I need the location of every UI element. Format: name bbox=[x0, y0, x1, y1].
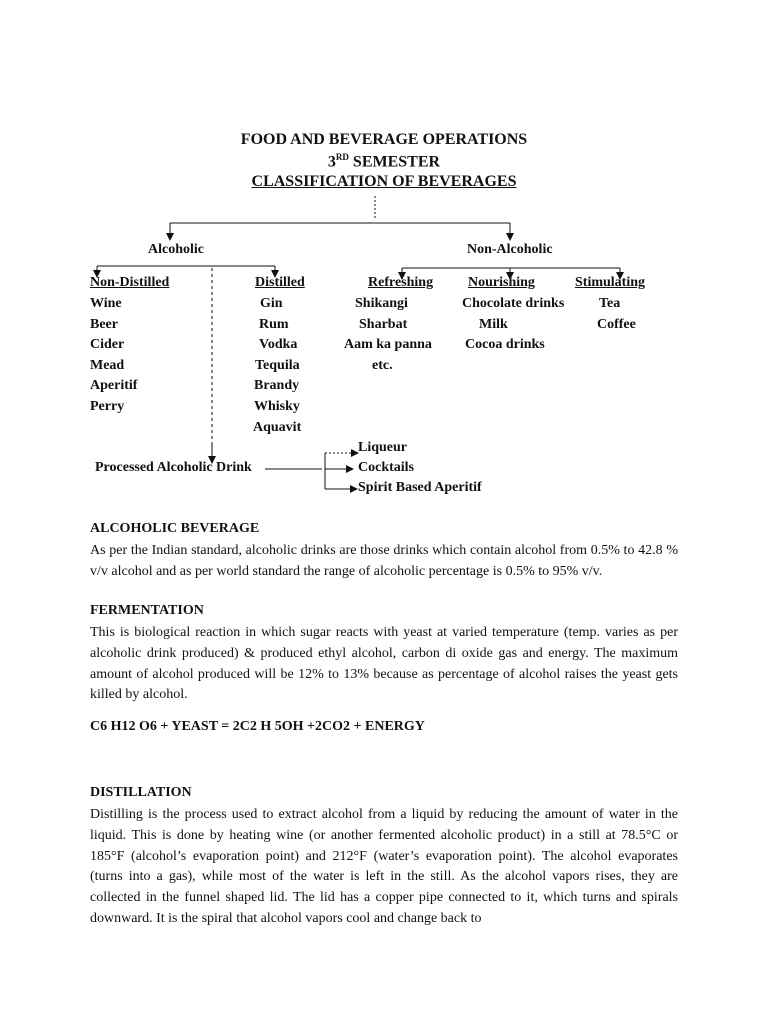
fermentation-text: This is biological reaction in which sugar reacts with yeast at varied temperature (temp. varies as per alcoholic drink produced) & produced ethyl alcohol, carbon di oxide gas and energy. The maximum amount of alcohol produced will be 12% to 13% because as percentage of alcohol raises the yeast gets killed by alcohol. bbox=[90, 625, 678, 703]
processed-label: Processed Alcoholic Drink bbox=[95, 460, 252, 475]
distilled-heading: Distilled bbox=[255, 275, 305, 290]
list-item: Vodka bbox=[259, 337, 298, 353]
list-item: Cider bbox=[90, 337, 125, 353]
distilled-list bbox=[253, 294, 301, 438]
list-item: Tea bbox=[599, 296, 621, 311]
liqueur-label: Liqueur bbox=[358, 440, 408, 455]
list-item: Aam ka panna bbox=[344, 337, 432, 353]
list-item: Wine bbox=[90, 296, 122, 311]
fermentation-heading: FERMENTATION bbox=[90, 603, 204, 618]
alcoholic-beverage-text: As per the Indian standard, alcoholic drinks are those drinks which contain alcohol from 0.5% to 42.8 % v/v alcohol and as per world standard the range of alcoholic percentage is 0.5% to 95% v/v. bbox=[90, 543, 678, 579]
cocktails-label: Cocktails bbox=[358, 460, 414, 475]
refreshing-list bbox=[344, 294, 432, 376]
list-item: Shikangi bbox=[355, 296, 408, 311]
list-item: Aquavit bbox=[253, 419, 302, 435]
non-distilled-heading: Non-Distilled bbox=[90, 275, 170, 290]
nourishing-list bbox=[462, 294, 564, 356]
list-item: Milk bbox=[479, 316, 508, 332]
non-distilled-list bbox=[90, 294, 137, 418]
list-item: Beer bbox=[90, 316, 118, 332]
semester-number: 3 bbox=[327, 153, 336, 171]
spirit-based-aperitif-label: Spirit Based Aperitif bbox=[358, 480, 482, 495]
list-item: Aperitif bbox=[90, 378, 138, 394]
stimulating-heading: Stimulating bbox=[575, 275, 646, 290]
list-item: Rum bbox=[259, 316, 289, 332]
list-item: Chocolate drinks bbox=[462, 296, 565, 311]
list-item: Gin bbox=[260, 296, 283, 311]
list-item: Mead bbox=[90, 357, 125, 373]
list-item: Whisky bbox=[254, 398, 300, 414]
non-alcoholic-label: Non-Alcoholic bbox=[467, 242, 553, 257]
list-item: Coffee bbox=[597, 316, 636, 332]
list-item: Sharbat bbox=[359, 316, 408, 332]
list-item: Cocoa drinks bbox=[465, 337, 545, 353]
distillation-heading: DISTILLATION bbox=[90, 785, 192, 800]
list-item: Brandy bbox=[254, 378, 300, 394]
distillation-text: Distilling is the process used to extract alcohol from a liquid by reducing the amount of water in the liquid. This is done by heating wine (or another fermented alcoholic product) in a still at 78.5°C or 185°F (alcohol’s evaporation point) and 212°F (water’s evaporation point). The alcohol evaporates (turns into a gas), while most of the water is left in the still. As the alcohol vapors rises, they are collected in the funnel shaped lid. The lid has a copper pipe connected to it, which turns and spirals downward. It is the spiral that alcohol vapors cool and change back to bbox=[90, 807, 678, 926]
doc-title: FOOD AND BEVERAGE OPERATIONS bbox=[240, 131, 528, 148]
alcoholic-beverage-heading: ALCOHOLIC BEVERAGE bbox=[90, 521, 260, 536]
page-title-text: CLASSIFICATION OF BEVERAGES bbox=[251, 173, 517, 190]
semester-word: SEMESTER bbox=[348, 153, 441, 171]
refreshing-heading: Refreshing bbox=[368, 275, 434, 290]
fermentation-equation: C6 H12 O6 + YEAST = 2C2 H 5OH +2CO2 + ENERGY bbox=[90, 719, 425, 734]
list-item: Tequila bbox=[255, 357, 300, 373]
list-item: etc. bbox=[372, 357, 393, 373]
alcoholic-label: Alcoholic bbox=[148, 242, 204, 257]
stimulating-list bbox=[597, 294, 636, 335]
nourishing-heading: Nourishing bbox=[468, 275, 535, 290]
semester-ordinal: RD bbox=[335, 152, 349, 162]
list-item: Perry bbox=[90, 398, 125, 414]
